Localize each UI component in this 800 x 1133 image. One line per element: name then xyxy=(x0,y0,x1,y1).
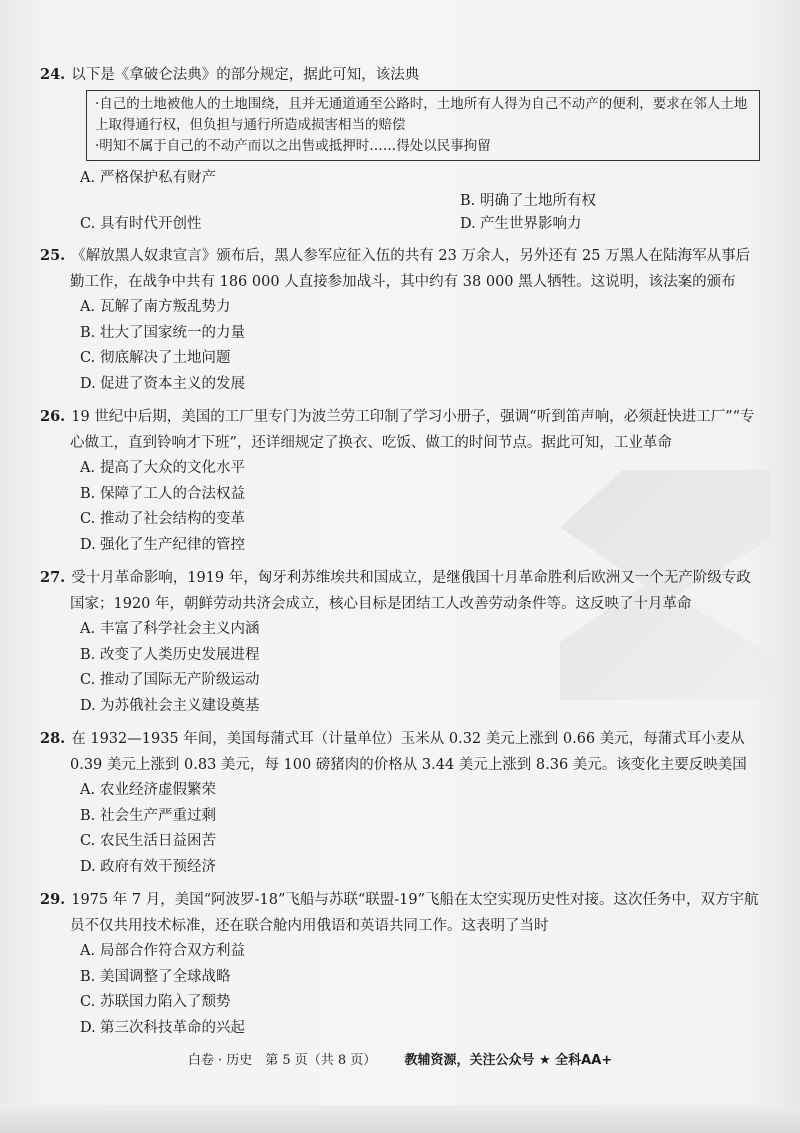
question-25 xyxy=(40,243,760,397)
watermark-text: 教辅资源，关注公众号 ★ 全科AA+ xyxy=(404,1053,613,1068)
question-stem: 以下是《拿破仑法典》的部分规定，据此可知，该法典 xyxy=(71,67,420,83)
option-a[interactable]: A. 瓦解了南方叛乱势力 xyxy=(80,299,231,315)
option-b[interactable]: B. 社会生产严重过剩 xyxy=(80,807,216,824)
question-number: 26. xyxy=(40,408,66,425)
option-d[interactable]: D. 促进了资本主义的发展 xyxy=(80,375,245,392)
option-c[interactable]: C. 推动了国际无产阶级运动 xyxy=(80,672,260,688)
page-footer xyxy=(0,1049,800,1068)
option-a[interactable]: A. 严格保护私有财产 xyxy=(80,170,216,186)
question-26 xyxy=(40,404,760,558)
option-c[interactable]: C. 推动了社会结构的变革 xyxy=(80,511,245,527)
quote-box xyxy=(86,90,760,161)
question-number: 29. xyxy=(40,891,66,908)
scan-edge xyxy=(0,1105,800,1133)
question-24 xyxy=(40,62,760,236)
option-c[interactable]: C. 具有时代开创性 xyxy=(80,216,202,232)
quote-line: ·自己的土地被他人的土地围绕，且并无通道通至公路时，土地所有人得为自己不动产的便利，要求在邻人土地上取得通行权，但负担与通行所造成损害相当的赔偿 xyxy=(95,96,748,133)
question-number: 24. xyxy=(40,66,66,83)
option-b[interactable]: B. 保障了工人的合法权益 xyxy=(80,485,245,502)
question-29 xyxy=(40,887,760,1041)
option-a[interactable]: A. 丰富了科学社会主义内涵 xyxy=(80,621,260,637)
option-b[interactable]: B. 改变了人类历史发展进程 xyxy=(80,646,260,663)
question-stem: 《解放黑人奴隶宣言》颁布后，黑人参军应征入伍的共有 23 万余人，另外还有 25 万黑人在陆海军从事后勤工作，在战争中共有 186 000 人直接参加战斗，其中约有 38 000 黑人牺牲。这说明，该法案的颁布 xyxy=(70,248,751,290)
option-d[interactable]: D. 强化了生产纪律的管控 xyxy=(80,536,245,553)
options xyxy=(70,167,760,236)
question-number: 25. xyxy=(40,247,66,264)
option-b[interactable]: B. 壮大了国家统一的力量 xyxy=(80,324,245,341)
option-b[interactable]: B. 明确了土地所有权 xyxy=(460,193,596,209)
option-a[interactable]: A. 农业经济虚假繁荣 xyxy=(80,782,216,798)
quote-line: ·明知不属于自己的不动产而以之出售或抵押时……得处以民事拘留 xyxy=(95,138,491,154)
option-a[interactable]: A. 局部合作符合双方利益 xyxy=(80,943,245,959)
question-27 xyxy=(40,565,760,719)
question-stem: 1975 年 7 月，美国“阿波罗-18”飞船与苏联“联盟-19”飞船在太空实现历史性对接。这次任务中，双方宇航员不仅共用技术标准，还在联合舱内用俄语和英语共同工作。这表明了当时 xyxy=(70,892,759,934)
question-list xyxy=(40,62,760,1048)
question-number: 28. xyxy=(40,730,66,747)
option-c[interactable]: C. 农民生活日益困苦 xyxy=(80,833,216,849)
question-stem: 19 世纪中后期，美国的工厂里专门为波兰劳工印制了学习小册子，强调“听到笛声响，必须赶快进工厂”“专心做工，直到铃响才下班”，还详细规定了换衣、吃饭、做工的时间节点。据此可知，工业革命 xyxy=(70,409,755,451)
option-d[interactable]: D. 为苏俄社会主义建设奠基 xyxy=(80,697,260,714)
option-a[interactable]: A. 提高了大众的文化水平 xyxy=(80,460,245,476)
page-number: 白卷 · 历史 第 5 页（共 8 页） xyxy=(187,1053,377,1068)
option-c[interactable]: C. 彻底解决了土地问题 xyxy=(80,350,231,366)
option-c[interactable]: C. 苏联国力陷入了颓势 xyxy=(80,994,231,1010)
question-stem: 受十月革命影响，1919 年，匈牙利苏维埃共和国成立，是继俄国十月革命胜利后欧洲又一个无产阶级专政国家；1920 年，朝鲜劳动共济会成立，核心目标是团结工人改善劳动条件等。这反映了十月革命 xyxy=(70,570,751,612)
option-d[interactable]: D. 政府有效干预经济 xyxy=(80,858,216,875)
question-number: 27. xyxy=(40,569,66,586)
question-stem: 在 1932—1935 年间，美国每蒲式耳（计量单位）玉米从 0.32 美元上涨到 0.66 美元，每蒲式耳小麦从 0.39 美元上涨到 0.83 美元，每 100 磅猪肉的价格从 3.44 美元上涨到 8.36 美元。该变化主要反映美国 xyxy=(70,731,747,773)
option-d[interactable]: D. 第三次科技革命的兴起 xyxy=(80,1019,245,1036)
question-28 xyxy=(40,726,760,880)
option-d[interactable]: D. 产生世界影响力 xyxy=(460,216,582,232)
option-b[interactable]: B. 美国调整了全球战略 xyxy=(80,968,231,985)
